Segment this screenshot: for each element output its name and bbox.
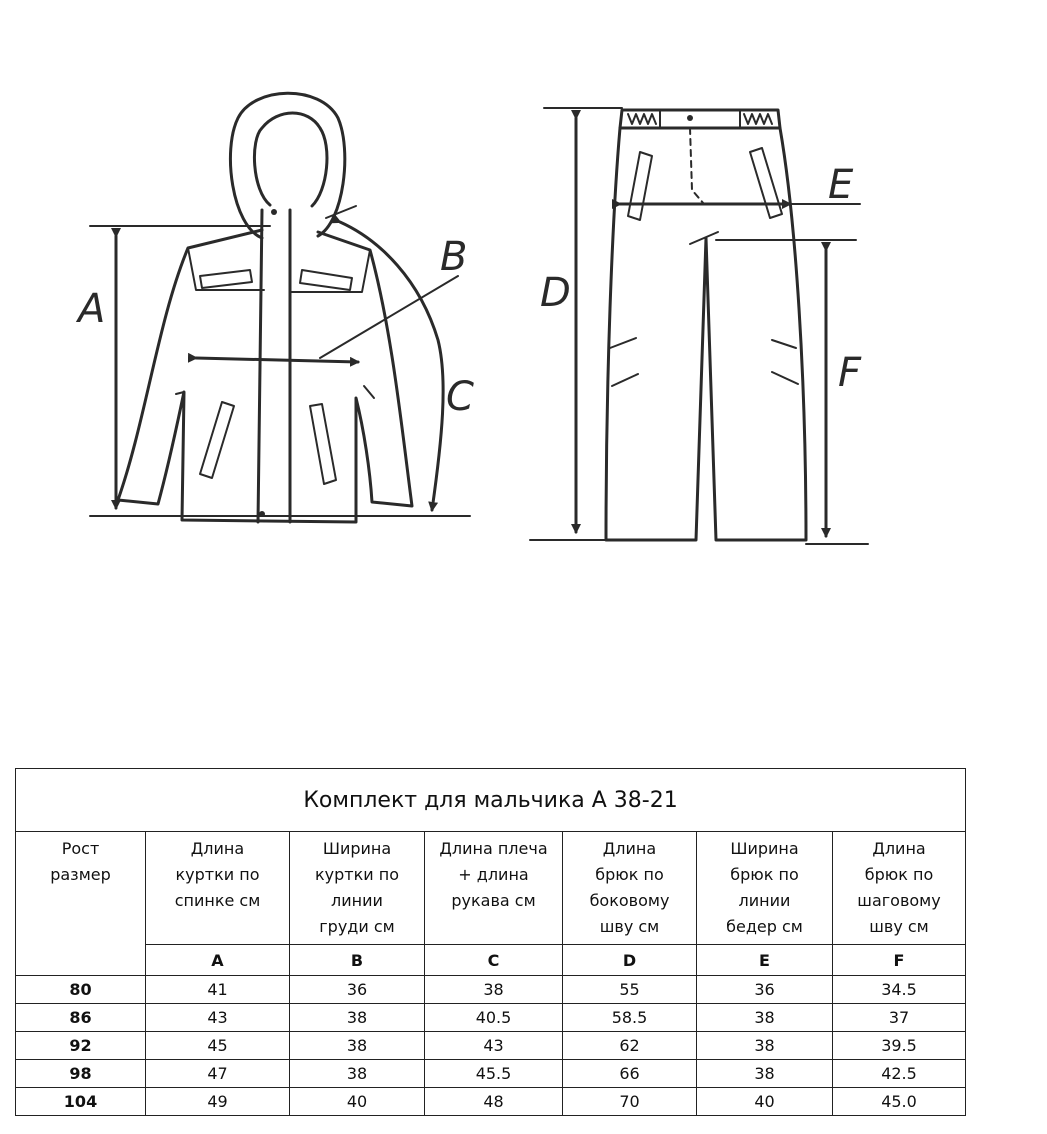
label-d: D (540, 270, 571, 316)
value-cell: 55 (563, 976, 697, 1004)
value-cell: 58.5 (563, 1004, 697, 1032)
header-label: Длина куртки по спинке см (174, 839, 261, 910)
header-label: Длина плеча + длина рукава см (439, 839, 548, 910)
header-label: Ширина брюк по линии бедер см (726, 839, 803, 936)
size-cell: 80 (16, 976, 146, 1004)
label-e: E (828, 162, 854, 208)
value-cell: 70 (563, 1088, 697, 1116)
value-cell: 45.5 (425, 1060, 563, 1088)
trousers-drawing (606, 110, 806, 540)
header-jacket-length (146, 832, 290, 945)
value-cell: 40 (290, 1088, 425, 1116)
value-cell: 43 (425, 1032, 563, 1060)
header-row (16, 832, 966, 945)
table-row (16, 976, 966, 1004)
value-cell: 45 (146, 1032, 290, 1060)
letter-e: E (697, 945, 833, 976)
size-cell: 92 (16, 1032, 146, 1060)
value-cell: 36 (697, 976, 833, 1004)
header-trousers-hip-width (697, 832, 833, 945)
value-cell: 38 (697, 1060, 833, 1088)
table-row (16, 1004, 966, 1032)
value-cell: 45.0 (833, 1088, 966, 1116)
value-cell: 66 (563, 1060, 697, 1088)
label-c: C (446, 374, 474, 420)
value-cell: 38 (697, 1004, 833, 1032)
table-row (16, 1060, 966, 1088)
value-cell: 39.5 (833, 1032, 966, 1060)
letter-d: D (563, 945, 697, 976)
jacket-drawing (118, 93, 412, 522)
value-cell: 43 (146, 1004, 290, 1032)
table-row (16, 1032, 966, 1060)
value-cell: 42.5 (833, 1060, 966, 1088)
header-jacket-chest-width (290, 832, 425, 945)
value-cell: 38 (425, 976, 563, 1004)
letter-c: C (425, 945, 563, 976)
size-cell: 86 (16, 1004, 146, 1032)
size-table (15, 768, 966, 1116)
header-label: Ширина куртки по линии груди см (314, 839, 399, 936)
letter-b: B (290, 945, 425, 976)
value-cell: 40.5 (425, 1004, 563, 1032)
table-title: Комплект для мальчика А 38-21 (16, 769, 966, 832)
label-b: B (440, 234, 468, 280)
size-cell: 98 (16, 1060, 146, 1088)
header-trousers-side-length (563, 832, 697, 945)
value-cell: 62 (563, 1032, 697, 1060)
header-size (16, 832, 146, 976)
value-cell: 34.5 (833, 976, 966, 1004)
header-label: Длина брюк по шаговому шву см (857, 839, 941, 936)
label-f: F (838, 350, 862, 396)
letter-a: A (146, 945, 290, 976)
value-cell: 36 (290, 976, 425, 1004)
value-cell: 47 (146, 1060, 290, 1088)
size-cell: 104 (16, 1088, 146, 1116)
header-label: Рост размер (50, 839, 111, 884)
value-cell: 38 (290, 1060, 425, 1088)
letter-f: F (833, 945, 966, 976)
header-label: Длина брюк по боковому шву см (589, 839, 670, 936)
letter-row (16, 945, 966, 976)
value-cell: 38 (697, 1032, 833, 1060)
header-shoulder-sleeve-length (425, 832, 563, 945)
value-cell: 49 (146, 1088, 290, 1116)
table-row (16, 1088, 966, 1116)
jacket-measurements (90, 206, 470, 516)
value-cell: 37 (833, 1004, 966, 1032)
value-cell: 38 (290, 1032, 425, 1060)
value-cell: 40 (697, 1088, 833, 1116)
label-a: A (78, 286, 106, 332)
value-cell: 38 (290, 1004, 425, 1032)
header-trousers-inseam-length (833, 832, 966, 945)
value-cell: 48 (425, 1088, 563, 1116)
value-cell: 41 (146, 976, 290, 1004)
